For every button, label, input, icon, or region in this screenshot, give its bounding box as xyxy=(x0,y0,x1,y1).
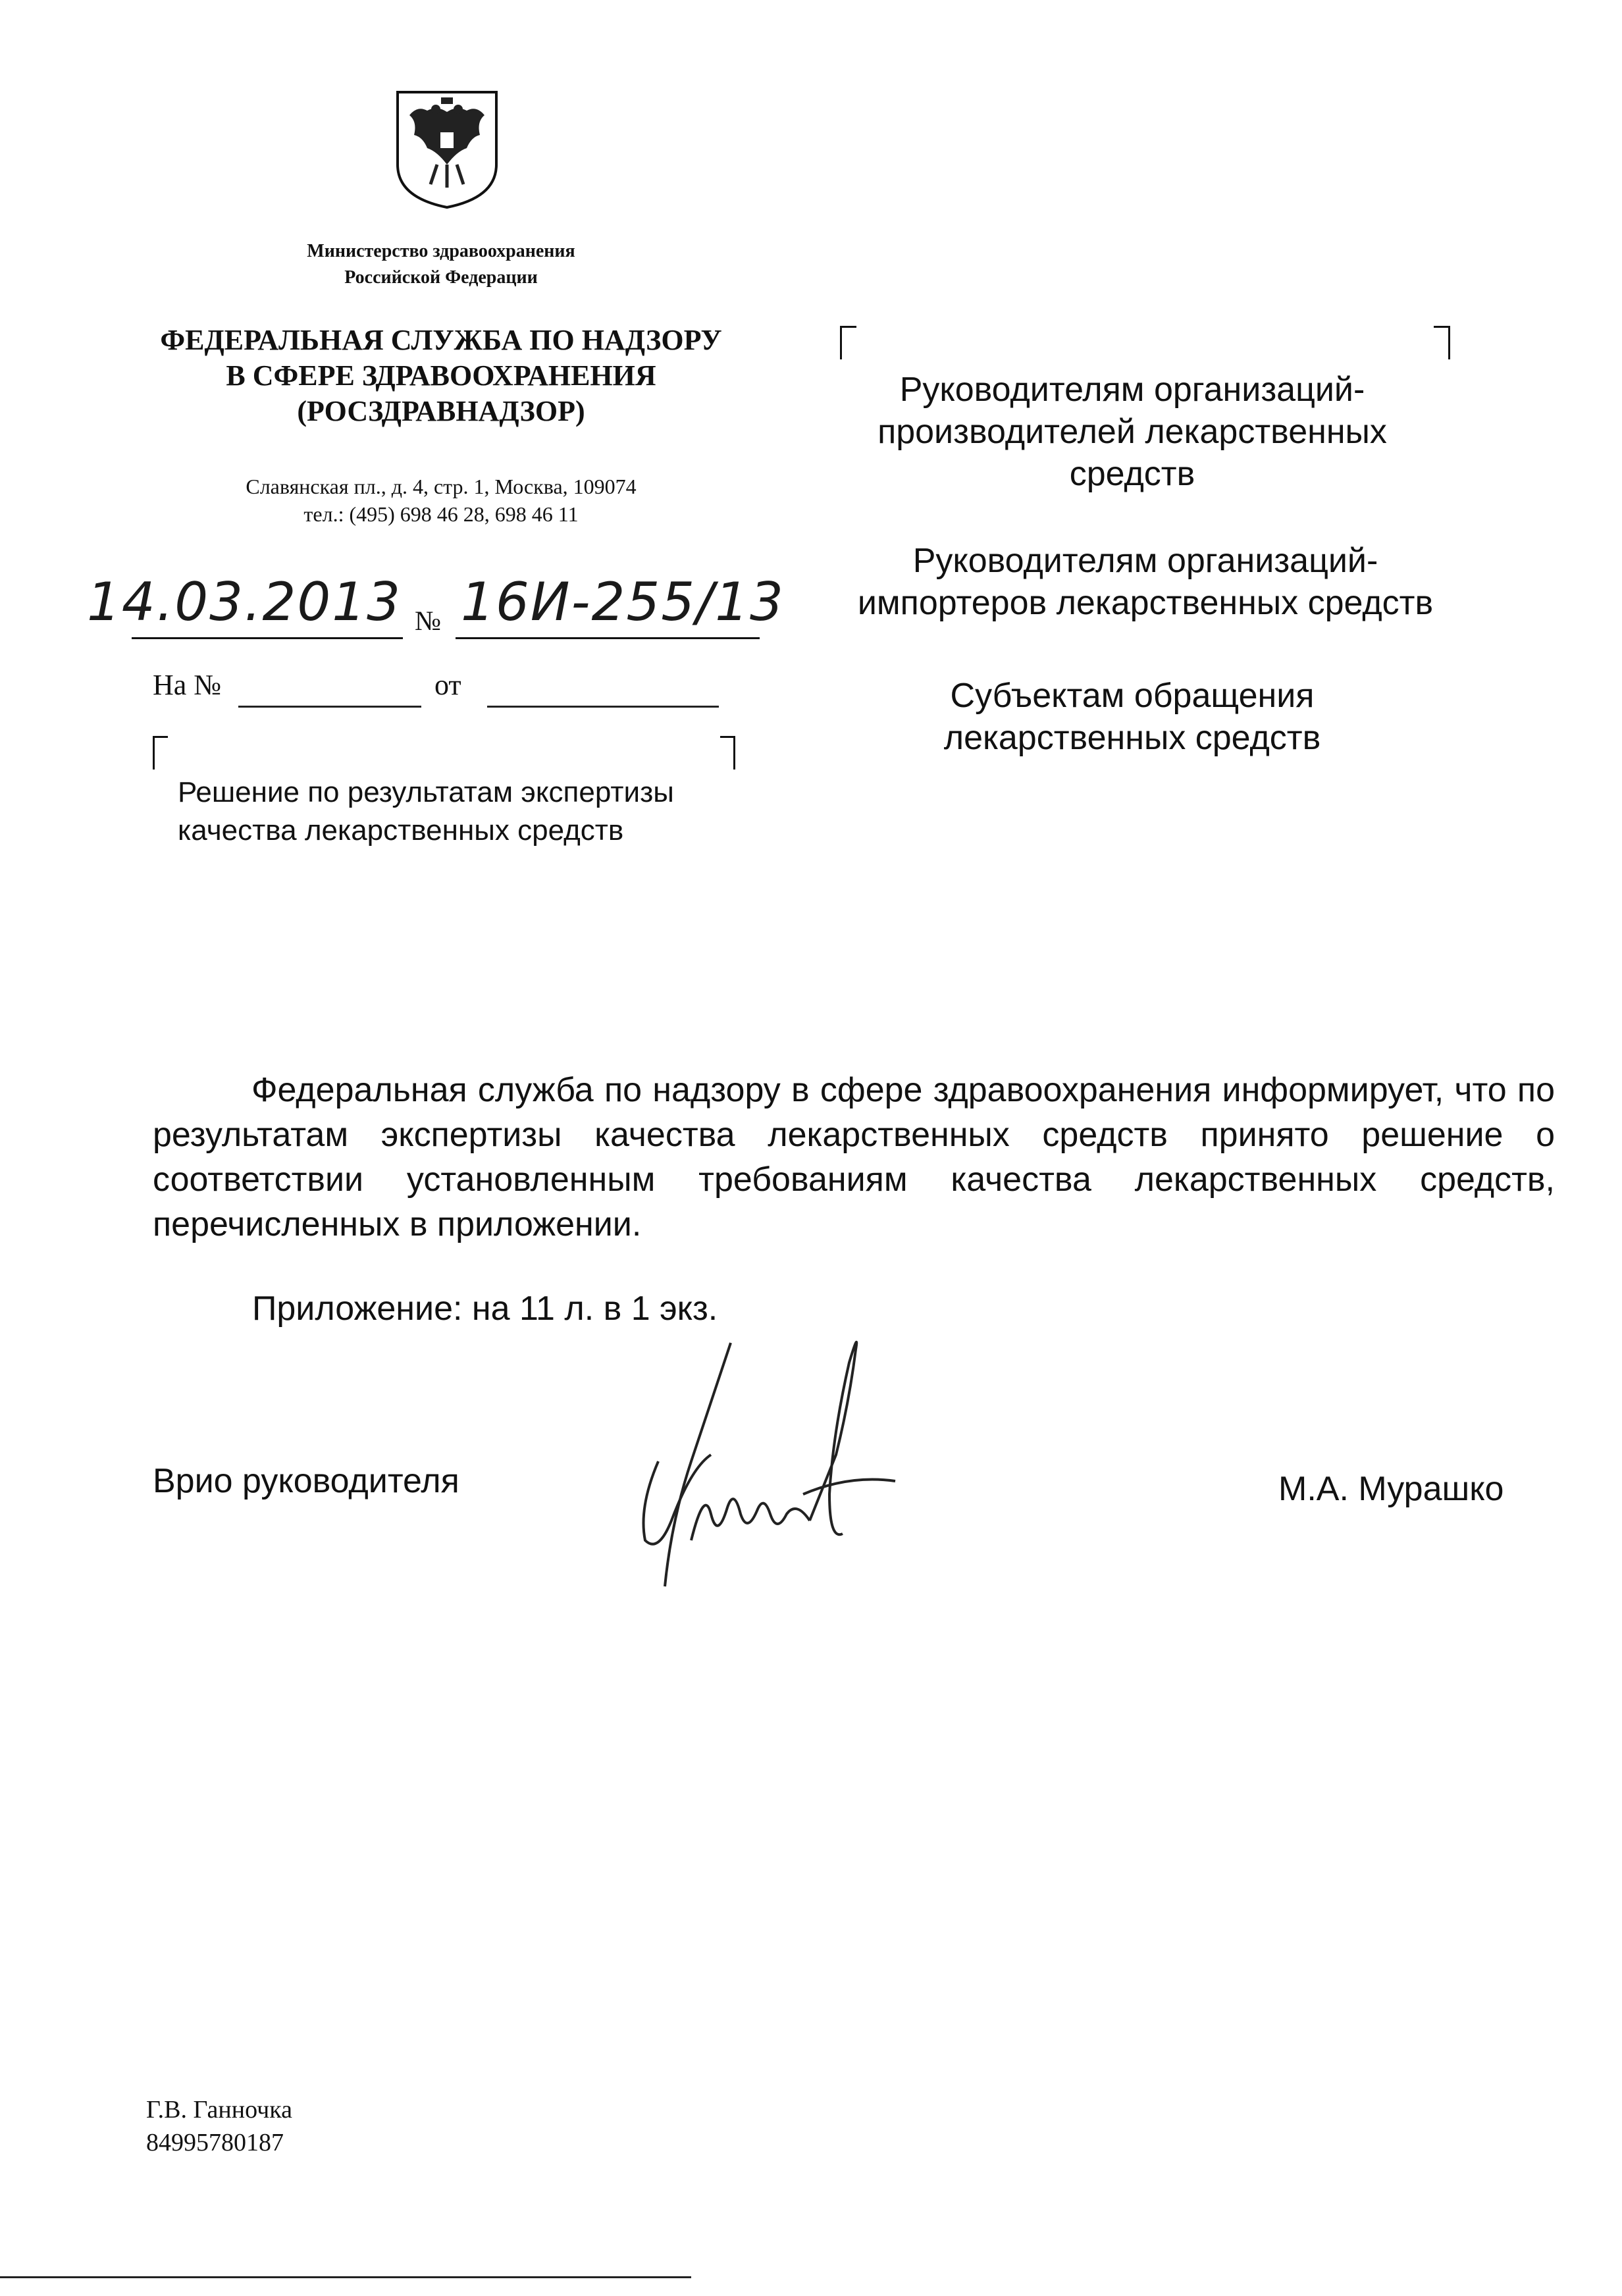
subject-line-2: качества лекарственных средств xyxy=(178,814,624,847)
recipient-3-line-2: лекарственных средств xyxy=(943,719,1321,757)
number-underline xyxy=(456,637,760,639)
signatory-name: М.А. Мурашко xyxy=(1278,1470,1504,1508)
signatory-title: Врио руководителя xyxy=(153,1462,459,1500)
recipient-3-line-1: Субъектам обращения xyxy=(950,677,1315,715)
reply-to-number-field xyxy=(238,706,421,708)
executor-name: Г.В. Ганночка xyxy=(146,2096,292,2124)
recipient-2-line-2: импортеров лекарственных средств xyxy=(857,584,1434,622)
recipient-1-line-2: производителей лекарственных xyxy=(877,413,1387,451)
subject-line-1: Решение по результатам экспертизы xyxy=(178,776,674,808)
recipient-bracket-right xyxy=(1434,326,1450,359)
service-line-1: ФЕДЕРАЛЬНАЯ СЛУЖБА ПО НАДЗОРУ xyxy=(160,324,722,356)
from-label: от xyxy=(434,669,461,701)
address-line-1: Славянская пл., д. 4, стр. 1, Москва, 109074 xyxy=(246,475,637,498)
ministry-line-2: Российской Федерации xyxy=(344,267,538,288)
date-underline xyxy=(132,637,403,639)
reply-to-date-field xyxy=(487,706,719,708)
document-subject xyxy=(178,773,744,850)
recipient-bracket-left xyxy=(840,326,856,359)
service-address xyxy=(158,473,724,528)
subject-bracket-left xyxy=(153,736,168,770)
reply-to-label: На № xyxy=(153,669,222,701)
service-name xyxy=(118,323,764,429)
address-line-2: тел.: (495) 698 46 28, 698 46 11 xyxy=(303,502,579,526)
document-number: 16И-255/13 xyxy=(461,571,785,633)
bottom-divider xyxy=(0,2276,691,2278)
recipient-2-line-1: Руководителям организаций- xyxy=(912,542,1378,580)
ministry-name xyxy=(211,238,671,291)
recipient-1-line-1: Руководителям организаций- xyxy=(899,371,1365,409)
number-sign: № xyxy=(415,606,442,637)
executor-phone: 84995780187 xyxy=(146,2129,284,2156)
ministry-line-1: Министерство здравоохранения xyxy=(307,241,575,261)
document-date: 14.03.2013 xyxy=(87,571,402,633)
subject-bracket-right xyxy=(720,736,735,770)
recipient-block-1 xyxy=(790,369,1475,495)
body-paragraph: Федеральная служба по надзору в сфере здравоохранения информирует, что по результатам экспертизы качества лекарственных средств принято решение о соответствии установленным требованиям качества лекарственных средств, перечисленных в приложении. xyxy=(153,1071,1555,1243)
recipient-1-line-3: средств xyxy=(1069,455,1195,493)
coat-of-arms-icon xyxy=(391,86,503,211)
executor-info xyxy=(146,2093,292,2159)
attachment-note: Приложение: на 11 л. в 1 экз. xyxy=(252,1290,718,1328)
recipient-block-2 xyxy=(803,540,1488,624)
letter-body xyxy=(153,1068,1555,1247)
handwritten-signature xyxy=(632,1323,922,1600)
service-line-3: (РОСЗДРАВНАДЗОР) xyxy=(297,395,585,427)
recipient-block-3 xyxy=(790,675,1475,759)
service-line-2: В СФЕРЕ ЗДРАВООХРАНЕНИЯ xyxy=(226,359,656,392)
